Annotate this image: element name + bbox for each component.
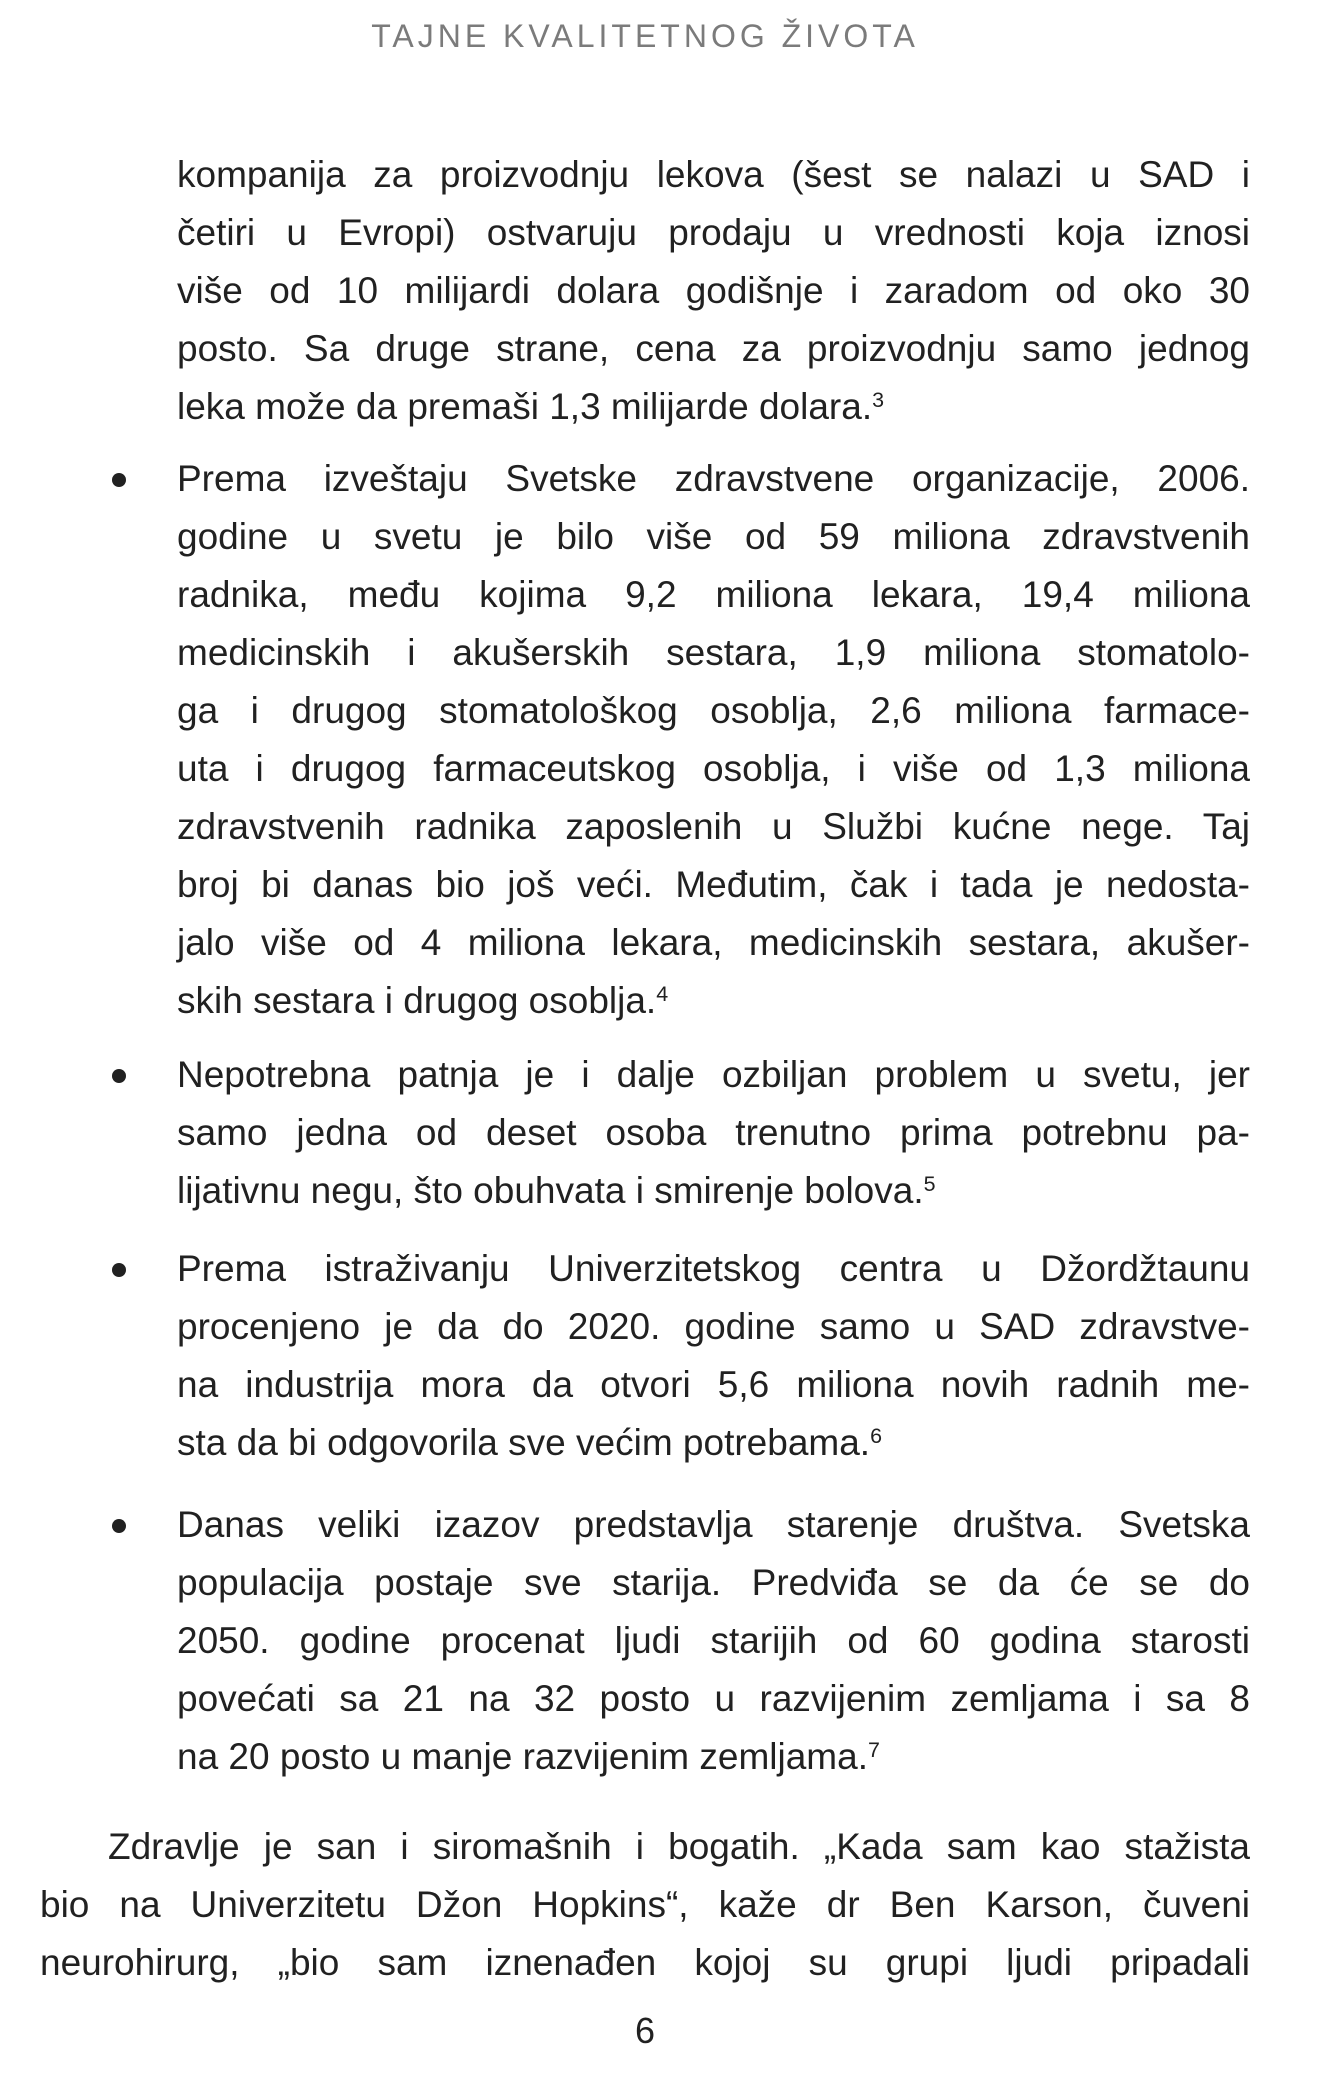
bullet-paragraph <box>40 1496 1250 1786</box>
bullet-icon <box>112 1263 126 1277</box>
text-line: medicinskih i akušerskih sestara, 1,9 miliona stomatolo- <box>177 632 1250 673</box>
text-line: Prema izveštaju Svetske zdravstvene organizacije, 2006. <box>177 458 1250 499</box>
text-line: na 20 posto u manje razvijenim zemljama.$^7$ <box>177 1736 880 1777</box>
text-line: sta da bi odgovorila sve većim potrebama.$^6$ <box>177 1422 883 1463</box>
text-line: uta i drugog farmaceutskog osoblja, i više od 1,3 miliona <box>177 748 1250 789</box>
page-title: TAJNE KVALITETNOG ŽIVOTA <box>371 18 919 54</box>
text-line: posto. Sa druge strane, cena za proizvodnju samo jednog <box>177 328 1250 369</box>
text-line: Nepotrebna patnja je i dalje ozbiljan problem u svetu, jer <box>177 1054 1250 1095</box>
bullet-paragraph <box>40 1240 1250 1472</box>
bullet-icon <box>112 1069 126 1083</box>
text-line: zdravstvenih radnika zaposlenih u Službi kućne nege. Taj <box>177 806 1250 847</box>
text-line: godine u svetu je bilo više od 59 miliona zdravstvenih <box>177 516 1250 557</box>
text-line: bio na Univerzitetu Džon Hopkins“, kaže dr Ben Karson, čuveni <box>40 1884 1250 1925</box>
footnote-ref: 3 <box>872 388 885 413</box>
bullet-icon <box>112 473 126 487</box>
text-line: ga i drugog stomatološkog osoblja, 2,6 miliona farmace- <box>177 690 1250 731</box>
footnote-ref: 6 <box>870 1424 883 1449</box>
text-line: povećati sa 21 na 32 posto u razvijenim zemljama i sa 8 <box>177 1678 1250 1719</box>
paragraph <box>40 1818 1250 1992</box>
text-line: leka može da premaši 1,3 milijarde dolara.$^3$ <box>177 386 885 427</box>
page-number: 6 <box>634 2010 656 2051</box>
text-line: populacija postaje sve starija. Predviđa se da će se do <box>177 1562 1250 1603</box>
text-body <box>40 146 1250 1992</box>
text-line: broj bi danas bio još veći. Međutim, čak i tada je nedosta- <box>177 864 1250 905</box>
paragraph <box>40 146 1250 436</box>
text-line: samo jedna od deset osoba trenutno prima potrebnu pa- <box>177 1112 1250 1153</box>
bullet-paragraph <box>40 450 1250 1030</box>
bullet-paragraph <box>40 1046 1250 1220</box>
footnote-ref: 5 <box>923 1172 936 1197</box>
text-line: jalo više od 4 miliona lekara, medicinskih sestara, akušer- <box>177 922 1250 963</box>
text-line: više od 10 milijardi dolara godišnje i zaradom od oko 30 <box>177 270 1250 311</box>
text-line: Prema istraživanju Univerzitetskog centra u Džordžtaunu <box>177 1248 1250 1289</box>
footnote-ref: 4 <box>656 982 669 1007</box>
text-line: lijativnu negu, što obuhvata i smirenje bolova.$^5$ <box>177 1170 936 1211</box>
text-line: kompanija za proizvodnju lekova (šest se nalazi u SAD i <box>177 154 1250 195</box>
text-line: 2050. godine procenat ljudi starijih od 60 godina starosti <box>177 1620 1250 1661</box>
footnote-ref: 7 <box>868 1738 880 1763</box>
text-line: radnika, među kojima 9,2 miliona lekara, 19,4 miliona <box>177 574 1250 615</box>
text-line: skih sestara i drugog osoblja.$^4$ <box>177 980 669 1021</box>
text-line: neurohirurg, „bio sam iznenađen kojoj su grupi ljudi pripadali <box>40 1942 1250 1983</box>
text-line: Danas veliki izazov predstavlja starenje društva. Svetska <box>177 1504 1250 1545</box>
text-line: na industrija mora da otvori 5,6 miliona novih radnih me- <box>177 1364 1250 1405</box>
text-line: Zdravlje je san i siromašnih i bogatih. „Kada sam kao stažista <box>108 1826 1250 1867</box>
bullet-icon <box>112 1519 126 1533</box>
text-line: procenjeno je da do 2020. godine samo u SAD zdravstve- <box>177 1306 1250 1347</box>
text-line: četiri u Evropi) ostvaruju prodaju u vrednosti koja iznosi <box>177 212 1250 253</box>
